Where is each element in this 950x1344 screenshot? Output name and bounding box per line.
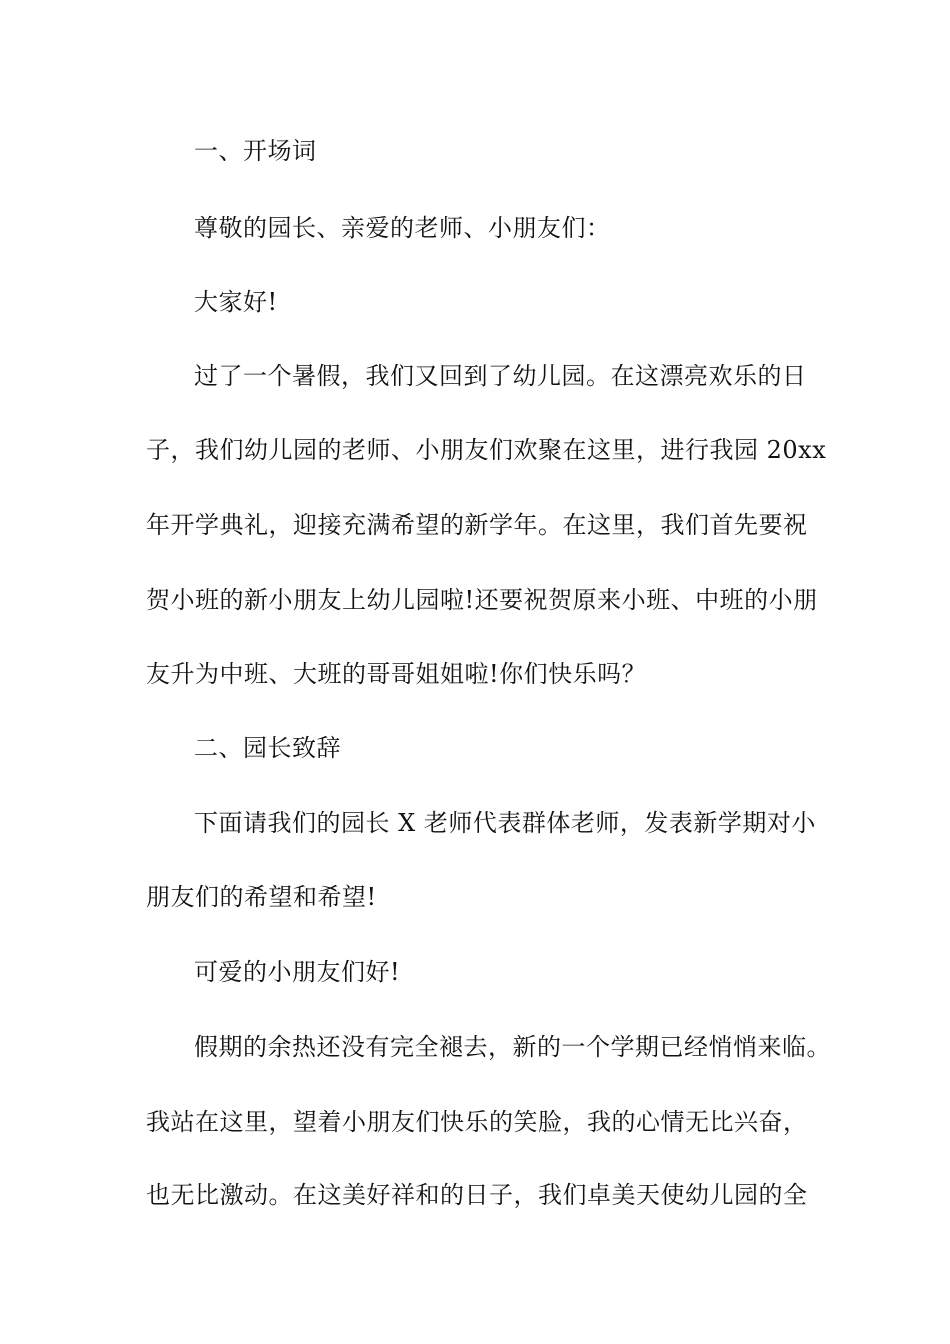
paragraph-line: 贺小班的新小朋友上幼儿园啦!还要祝贺原来小班、中班的小朋 [146,586,818,614]
paragraph-line: 朋友们的希望和希望! [146,883,377,911]
paragraph-line: 也无比激动。在这美好祥和的日子，我们卓美天使幼儿园的全 [146,1181,808,1209]
paragraph-line: 年开学典礼，迎接充满希望的新学年。在这里，我们首先要祝 [146,511,808,539]
heading-opening-remarks: 一、开场词 [194,137,317,165]
salutation-line: 尊敬的园长、亲爱的老师、小朋友们： [194,214,611,242]
heading-principal-speech: 二、园长致辞 [194,734,341,762]
greeting-line: 大家好! [194,288,278,316]
paragraph-line: 友升为中班、大班的哥哥姐姐啦!你们快乐吗？ [146,660,647,688]
paragraph-line: 子，我们幼儿园的老师、小朋友们欢聚在这里，进行我园 20xx [146,436,827,464]
paragraph-line: 假期的余热还没有完全褪去，新的一个学期已经悄悄来临。 [194,1033,831,1061]
paragraph-line: 我站在这里，望着小朋友们快乐的笑脸，我的心情无比兴奋， [146,1108,808,1136]
greeting-line: 可爱的小朋友们好! [194,958,401,986]
paragraph-line: 过了一个暑假，我们又回到了幼儿园。在这漂亮欢乐的日 [194,362,807,390]
paragraph-line: 下面请我们的园长 X 老师代表群体老师，发表新学期对小 [194,809,816,837]
